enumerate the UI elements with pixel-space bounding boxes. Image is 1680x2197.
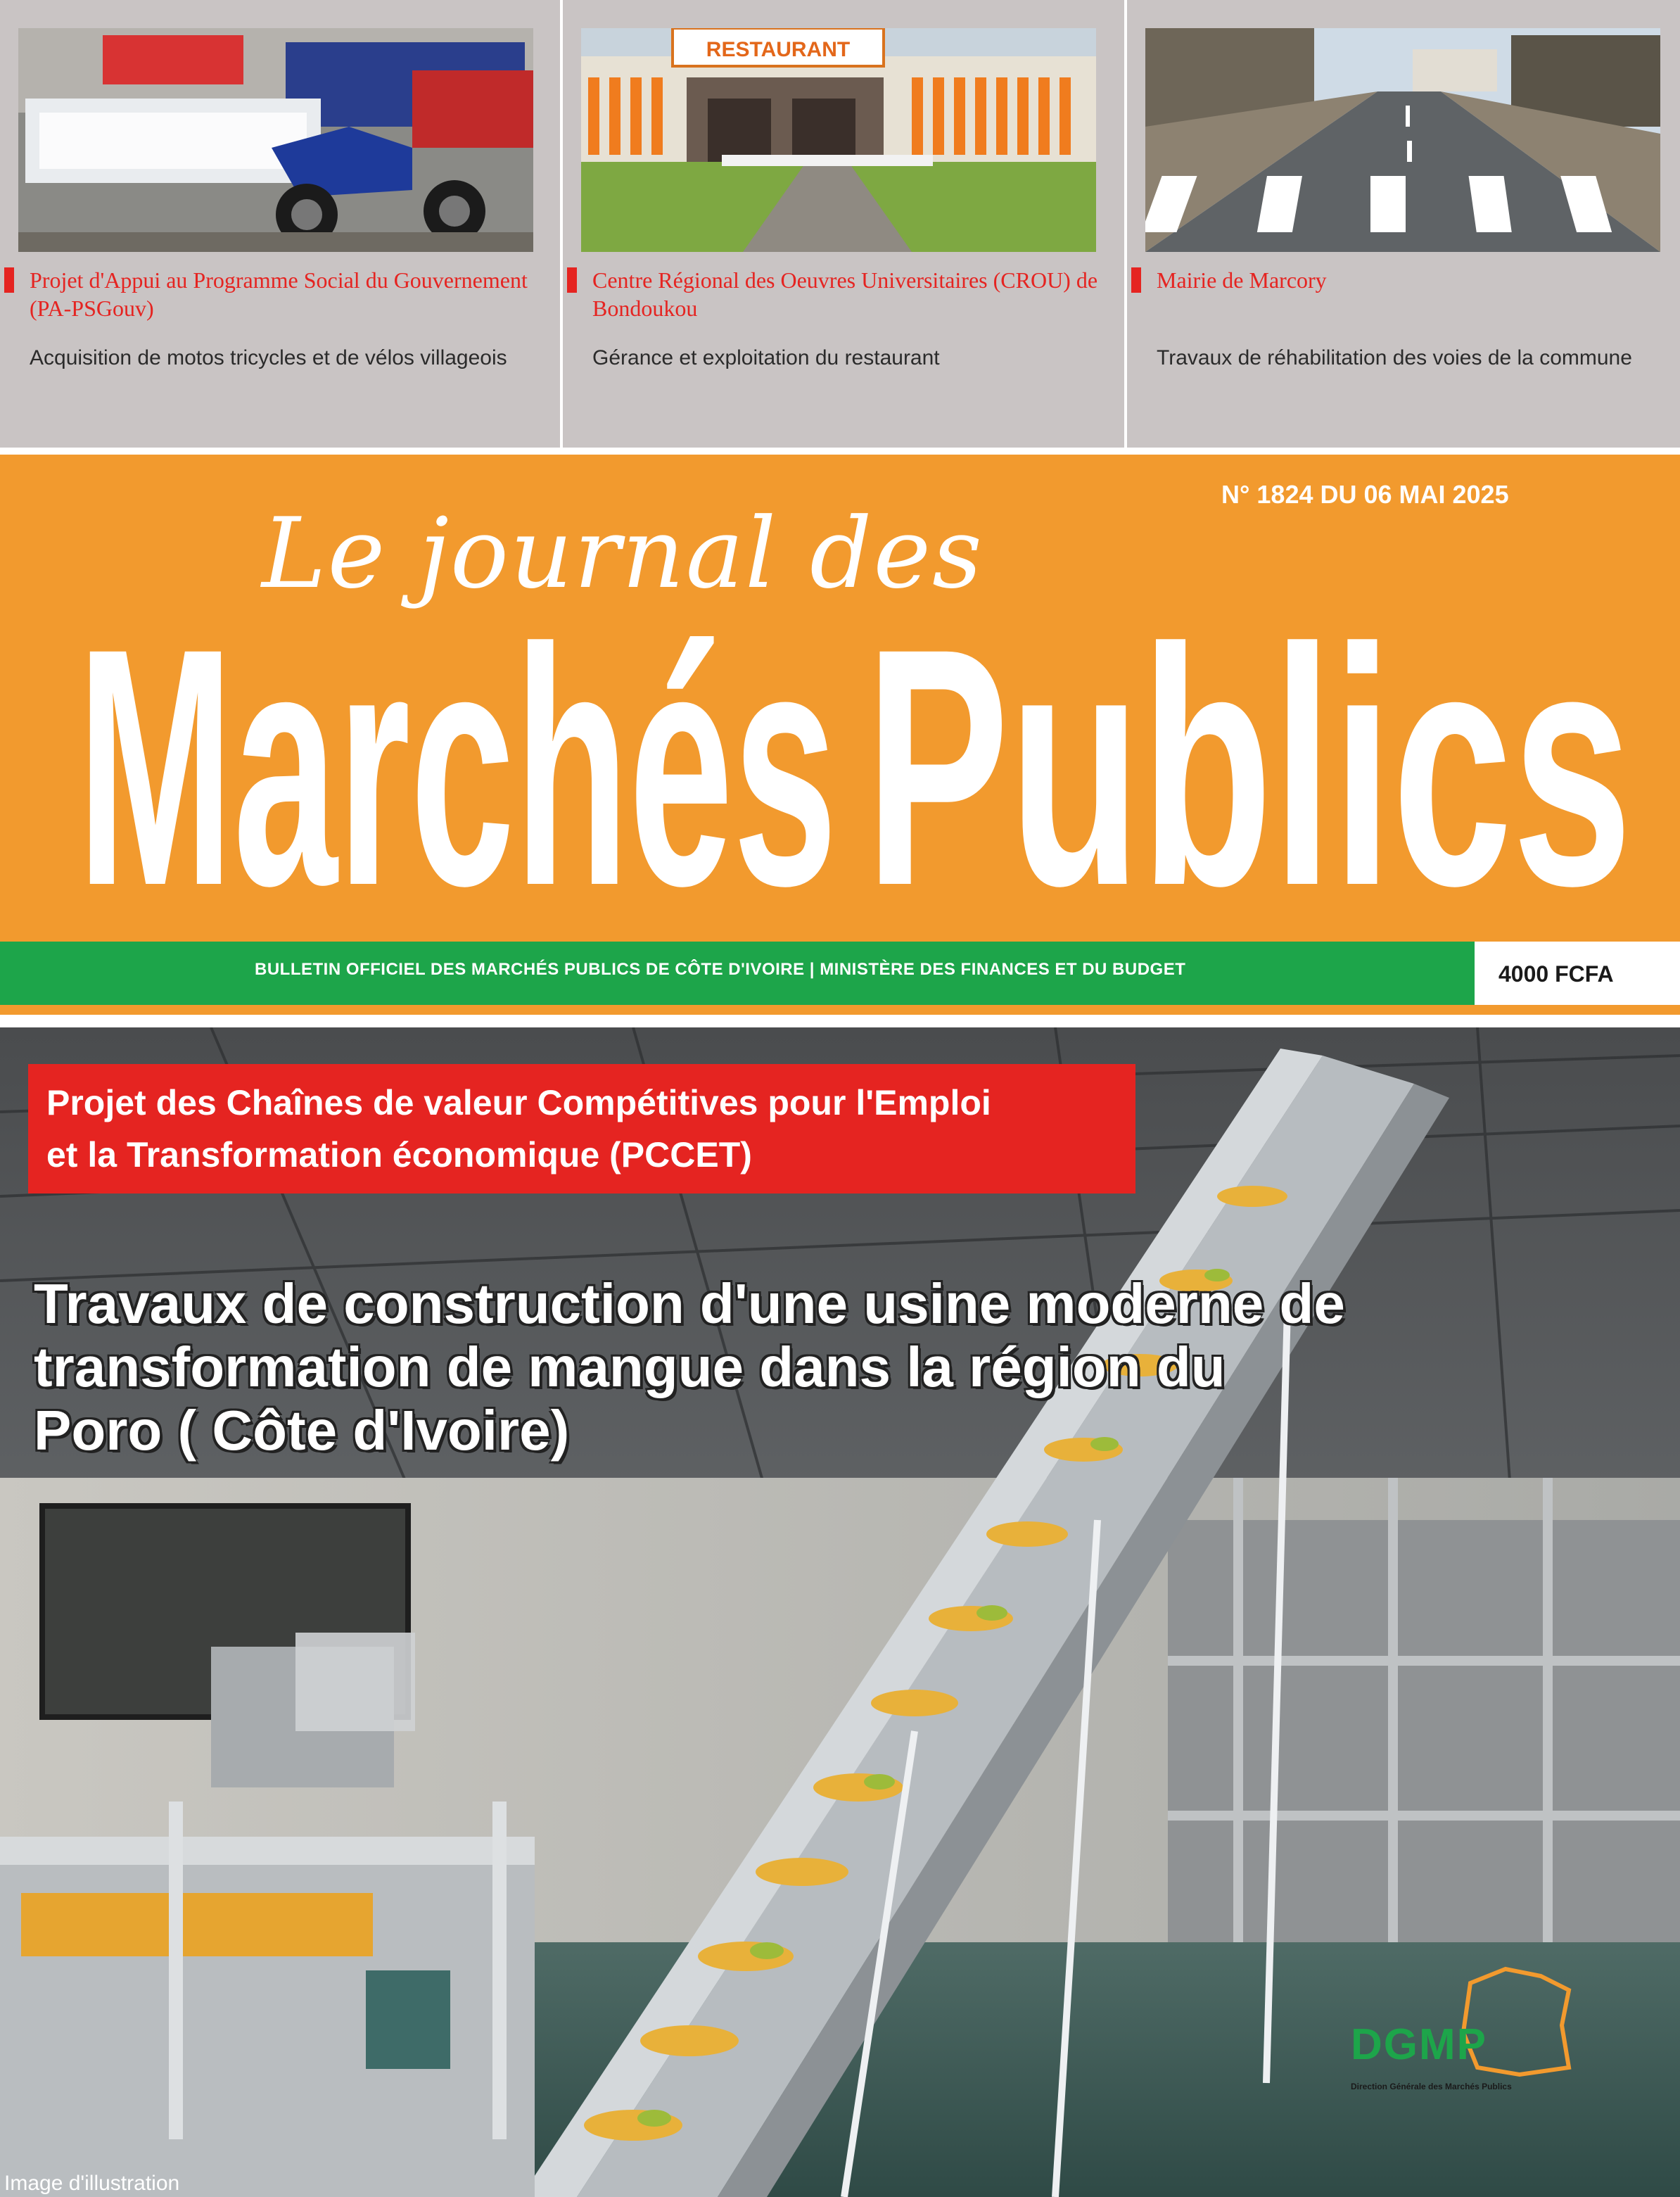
teaser-project: Mairie de Marcory (1157, 267, 1327, 293)
headline-line-3: Poro ( Côte d'Ivoire) (34, 1399, 570, 1462)
teaser-subject: Travaux de réhabilitation des voies de la commune (1157, 346, 1632, 369)
masthead (0, 455, 1680, 987)
image-caption: Image d'illustration (4, 2172, 180, 2195)
tricycle-photo (18, 28, 533, 252)
project-line-1: Projet des Chaînes de valeur Compétitives pour l'Emploi (46, 1083, 991, 1122)
teaser-project: Centre Régional des Oeuvres Universitaires (CROU) de Bondoukou (592, 267, 1098, 321)
dgmp-logo (1351, 1962, 1576, 2131)
teaser-subject: Gérance et exploitation du restaurant (592, 346, 940, 369)
red-tag (4, 267, 14, 293)
restaurant-sign: RESTAURANT (706, 38, 851, 61)
issue-number: N° 1824 DU 06 MAI 2025 (1221, 480, 1509, 509)
price-box (1475, 942, 1680, 1006)
teaser-strip (0, 0, 1680, 450)
price: 4000 FCFA (1498, 961, 1614, 987)
dgmp-abbr: DGMP (1351, 2020, 1487, 2069)
dgmp-full-name: Direction Générale des Marchés Publics (1351, 2082, 1512, 2091)
red-tag (567, 267, 577, 293)
teaser-road[interactable] (1127, 0, 1680, 448)
teaser-project: Projet d'Appui au Programme Social du Gouvernement (PA-PSGouv) (30, 267, 528, 321)
headline-line-1: Travaux de construction d'une usine moderne de (34, 1272, 1345, 1335)
project-line-2: et la Transformation économique (PCCET) (46, 1135, 752, 1175)
journal-title-small: Le journal des (262, 497, 984, 610)
cover-headline (34, 1272, 1511, 1462)
cover-feature (0, 1027, 1680, 2197)
project-banner (28, 1064, 1135, 1194)
journal-title (77, 588, 1646, 912)
teaser-subject: Acquisition de motos tricycles et de vélos villageois (30, 346, 507, 369)
headline-line-2: transformation de mangue dans la région du (34, 1336, 1226, 1398)
red-tag (1131, 267, 1141, 293)
teaser-tricycles[interactable] (0, 0, 560, 448)
title-marches: Marchés (77, 588, 837, 912)
orange-divider (0, 1005, 1680, 1015)
road-photo (1145, 28, 1660, 252)
teaser-restaurant[interactable] (563, 0, 1124, 448)
bulletin-text: BULLETIN OFFICIEL DES MARCHÉS PUBLICS DE CÔTE D'IVOIRE | MINISTÈRE DES FINANCES ET DU BUDGET (255, 960, 1186, 979)
restaurant-photo (581, 28, 1096, 252)
title-publics: Publics (865, 588, 1632, 912)
